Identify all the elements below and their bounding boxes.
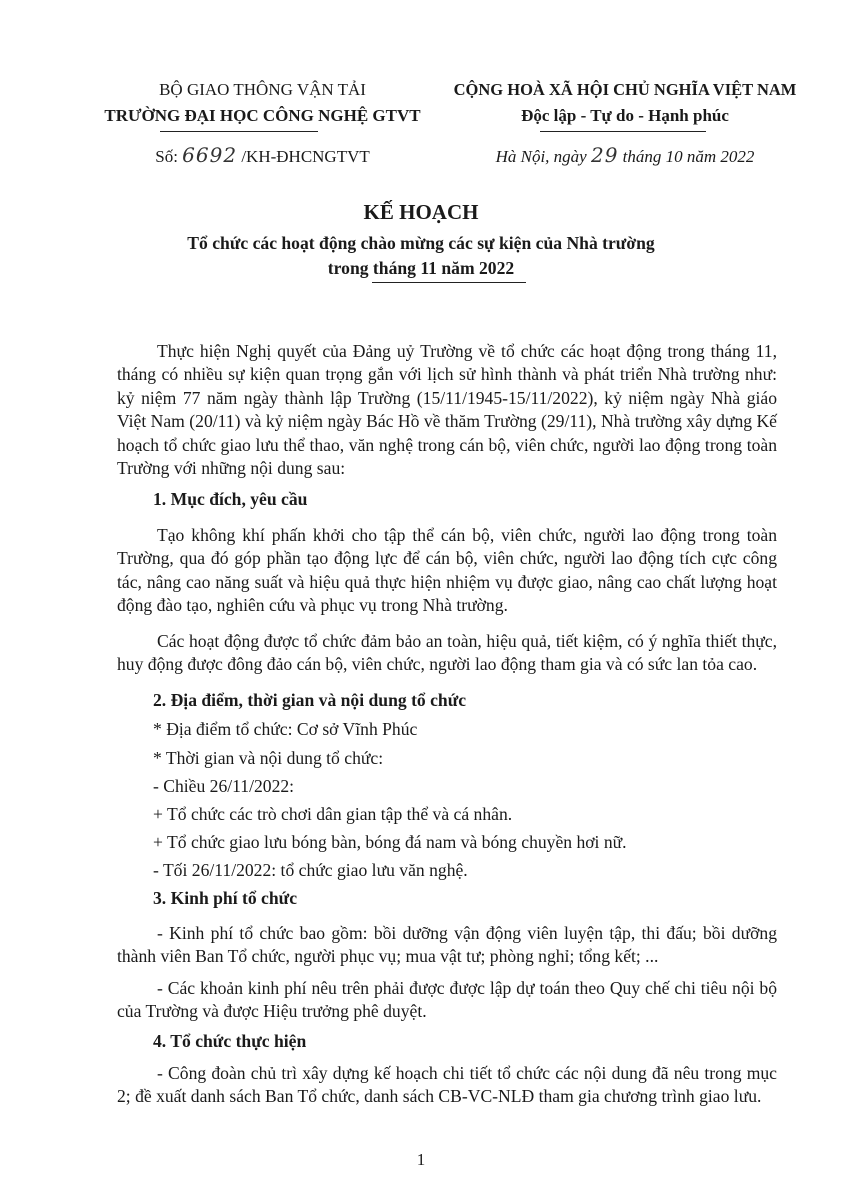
date-suffix: tháng 10 năm 2022: [622, 147, 755, 166]
section-2-heading: 2. Địa điểm, thời gian và nội dung tổ chức: [153, 690, 467, 710]
section-2-line: * Địa điểm tổ chức: Cơ sở Vĩnh Phúc: [153, 719, 418, 739]
date-prefix: Hà Nội, ngày: [495, 147, 587, 166]
school-underline: [160, 131, 318, 132]
section-3-paragraph-2: - Các khoản kinh phí nêu trên phải được được lập dự toán theo Quy chế chi tiêu nội bộ của Trường và được Hiệu trưởng phê duyệt.: [117, 978, 777, 1022]
section-4-heading: 4. Tổ chức thực hiện: [153, 1031, 307, 1051]
country-name: CỘNG HOÀ XÃ HỘI CHỦ NGHĨA VIỆT NAM: [453, 80, 797, 99]
document-subtitle-line1: Tổ chức các hoạt động chào mừng các sự kiện của Nhà trường: [187, 233, 655, 253]
section-1-paragraph-1: Tạo không khí phấn khởi cho tập thể cán bộ, viên chức, người lao động trong toàn Trường, qua đó góp phần tạo động lực để cán bộ, viên chức, người lao động tích cực công tác, nâng cao năng suất và hiệu quả thực hiện nhiệm vụ được giao, nâng cao chất lượng hoạt động đào tạo, nghiên cứu và phục vụ trong Nhà trường.: [117, 525, 777, 616]
section-4-paragraph-1: - Công đoàn chủ trì xây dựng kế hoạch chi tiết tổ chức các nội dung đã nêu trong mục 2; đề xuất danh sách Ban Tổ chức, danh sách CB-VC-NLĐ tham gia chương trình giao lưu.: [117, 1063, 777, 1107]
section-2-line: - Tối 26/11/2022: tổ chức giao lưu văn nghệ.: [153, 860, 468, 880]
page-number: 1: [416, 1150, 426, 1169]
document-number: [90, 143, 435, 167]
section-2-line: * Thời gian và nội dung tổ chức:: [153, 748, 384, 768]
motto-underline: [540, 131, 706, 132]
number-suffix: /KH-ĐHCNGTVT: [241, 147, 370, 166]
section-1-heading: 1. Mục đích, yêu cầu: [153, 489, 308, 509]
intro-paragraph: Thực hiện Nghị quyết của Đảng uỷ Trường về tổ chức các hoạt động trong tháng 11, tháng có nhiều sự kiện quan trọng gắn với lịch sử hình thành và phát triển Nhà trường như: kỷ niệm 77 năm ngày thành lập Trường (15/11/1945-15/11/2022), kỷ niệm ngày Nhà giáo Việt Nam (20/11) và kỷ niệm ngày Bác Hồ về thăm Trường (29/11), Nhà trường xây dựng Kế hoạch tổ chức giao lưu thể thao, văn nghệ trong cán bộ, viên chức, người lao động trong toàn Trường với những nội dung sau:: [117, 341, 777, 479]
section-1-paragraph-2: Các hoạt động được tổ chức đảm bảo an toàn, hiệu quả, tiết kiệm, có ý nghĩa thiết thực, huy động được đông đảo cán bộ, viên chức, người lao động tham gia và có sức lan tỏa cao.: [117, 631, 777, 675]
document-title: KẾ HOẠCH: [363, 200, 479, 224]
section-3-heading: 3. Kinh phí tổ chức: [153, 888, 298, 908]
section-2-line: + Tổ chức các trò chơi dân gian tập thể và cá nhân.: [153, 804, 513, 824]
place-date: [425, 143, 825, 167]
section-2-line: + Tổ chức giao lưu bóng bàn, bóng đá nam và bóng chuyền hơi nữ.: [153, 832, 627, 852]
section-3-paragraph-1: - Kinh phí tổ chức bao gồm: bồi dưỡng vận động viên luyện tập, thi đấu; bồi dưỡng thành viên Ban Tổ chức, người phục vụ; mua vật tư; phòng nghỉ; tổng kết; ...: [117, 923, 777, 967]
number-label: Số:: [155, 147, 178, 166]
handwritten-day: 29: [590, 143, 619, 167]
school-name: TRƯỜNG ĐẠI HỌC CÔNG NGHỆ GTVT: [104, 106, 421, 125]
title-underline: [372, 282, 526, 283]
handwritten-number: 6692: [182, 143, 238, 167]
document-subtitle-line2: trong tháng 11 năm 2022: [327, 258, 515, 278]
national-motto: Độc lập - Tự do - Hạnh phúc: [521, 106, 729, 125]
section-2-line: - Chiều 26/11/2022:: [153, 776, 295, 796]
ministry-name: BỘ GIAO THÔNG VẬN TẢI: [159, 80, 366, 99]
